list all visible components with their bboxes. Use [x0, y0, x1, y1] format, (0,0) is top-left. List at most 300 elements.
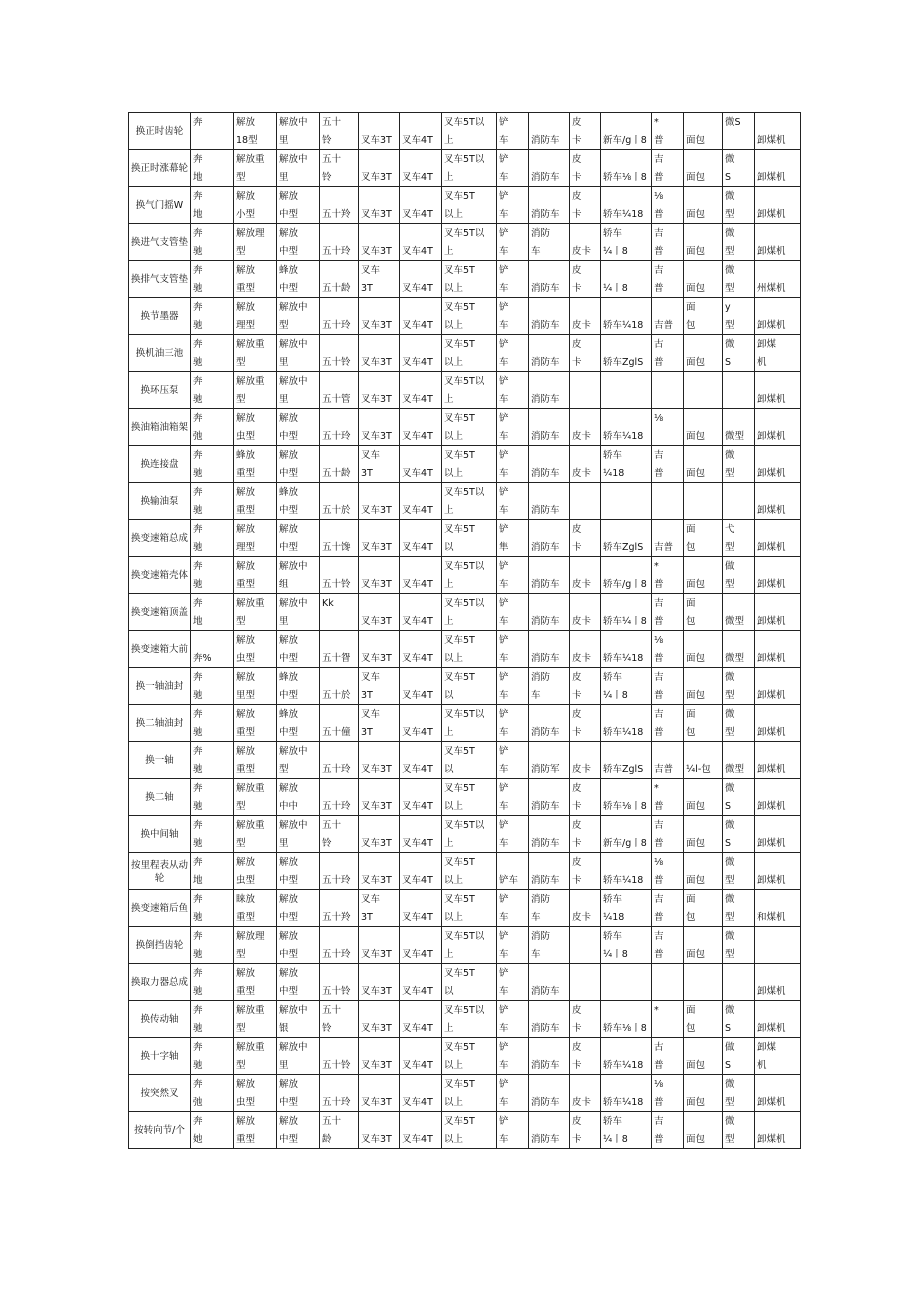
cell-line: 卡	[572, 357, 582, 368]
cell-line: 换倒挡齿轮	[135, 940, 184, 951]
cell-line: 中型	[279, 468, 299, 479]
table-row	[129, 446, 801, 483]
cell-line: 皮	[572, 709, 582, 720]
table-cell	[755, 779, 801, 816]
table-cell	[400, 409, 442, 446]
table-cell	[234, 298, 277, 335]
cell-line: 叉车4T	[402, 135, 433, 146]
cell-line: 上	[444, 394, 454, 405]
table-cell	[277, 964, 320, 1001]
cell-line: 解放中	[279, 302, 308, 313]
cell-line: 解放中	[279, 1042, 308, 1053]
cell-line: 以上	[444, 1060, 464, 1071]
table-cell	[234, 409, 277, 446]
cell-line: 奔	[193, 1079, 203, 1090]
cell-line: 吉	[654, 265, 664, 276]
table-cell	[497, 594, 529, 631]
item-name-cell	[129, 409, 191, 446]
cell-line: 机	[757, 1060, 767, 1071]
cell-line: 奔	[193, 672, 203, 683]
cell-line: 普	[654, 801, 664, 812]
cell-line: 解放	[236, 413, 256, 424]
item-name-cell	[129, 1112, 191, 1149]
table-cell	[359, 409, 400, 446]
table-cell	[320, 668, 359, 705]
table-cell	[277, 779, 320, 816]
cell-line: 轿车⅛丨8	[603, 801, 647, 812]
table-cell	[570, 1001, 601, 1038]
table-cell	[277, 298, 320, 335]
cell-line: 消防车	[531, 431, 560, 442]
table-cell	[570, 1038, 601, 1075]
cell-line: 驰	[193, 764, 203, 775]
cell-line: 卸煤机	[757, 690, 786, 701]
cell-line: 解放	[236, 709, 256, 720]
table-cell	[359, 668, 400, 705]
cell-line: 解放	[236, 117, 256, 128]
cell-line: 中型	[279, 542, 299, 553]
cell-line: 消防车	[531, 801, 560, 812]
table-cell	[359, 890, 400, 927]
cell-line: 车	[531, 246, 541, 257]
table-cell	[723, 705, 755, 742]
cell-line: 重型	[236, 986, 256, 997]
table-cell	[400, 520, 442, 557]
cell-line: 叉车3T	[361, 246, 392, 257]
cell-line: 五十龄	[322, 283, 351, 294]
cell-line: 车	[499, 394, 509, 405]
table-cell	[277, 483, 320, 520]
cell-line: 消防车	[531, 1023, 560, 1034]
table-cell	[755, 1001, 801, 1038]
table-cell	[442, 557, 497, 594]
cell-line: 重型	[236, 283, 256, 294]
cell-line: 卡	[572, 542, 582, 553]
cell-line: 型	[725, 1134, 735, 1145]
cell-line: ⅛	[654, 191, 664, 202]
table-cell	[755, 705, 801, 742]
table-row	[129, 483, 801, 520]
cell-line: 吉	[654, 820, 664, 831]
cell-line: 奔	[193, 746, 203, 757]
cell-line: 以上	[444, 209, 464, 220]
table-cell	[497, 927, 529, 964]
table-cell	[652, 668, 684, 705]
cell-line: 驰	[193, 912, 203, 923]
table-cell	[359, 520, 400, 557]
table-cell	[497, 261, 529, 298]
table-cell	[320, 1075, 359, 1112]
table-cell	[601, 187, 652, 224]
table-cell	[652, 483, 684, 520]
table-cell	[684, 298, 723, 335]
cell-line: 吉	[654, 154, 664, 165]
cell-line: 微型	[725, 764, 745, 775]
table-cell	[442, 520, 497, 557]
cell-line: 消防车	[531, 1060, 560, 1071]
cell-line: 上	[444, 172, 454, 183]
table-cell	[400, 668, 442, 705]
cell-line: 卸煤机	[757, 468, 786, 479]
table-cell	[400, 890, 442, 927]
cell-line: 奔	[193, 117, 203, 128]
table-cell	[320, 224, 359, 261]
cell-line: 解放	[279, 931, 299, 942]
table-cell	[755, 1112, 801, 1149]
table-cell	[684, 483, 723, 520]
table-row	[129, 372, 801, 409]
cell-line: 叉车3T	[361, 357, 392, 368]
table-cell	[723, 483, 755, 520]
cell-line: 里	[279, 394, 289, 405]
cell-line: ¼丨8	[603, 1134, 628, 1145]
cell-line: 车	[499, 431, 509, 442]
cell-line: 新车/g丨8	[603, 135, 647, 146]
table-cell	[652, 372, 684, 409]
table-cell	[191, 372, 234, 409]
cell-line: 换十字轴	[140, 1051, 179, 1062]
cell-line: 中型	[279, 431, 299, 442]
table-cell	[320, 261, 359, 298]
table-cell	[652, 335, 684, 372]
table-body	[129, 113, 801, 1149]
cell-line: 解放	[279, 1079, 299, 1090]
table-cell	[755, 1075, 801, 1112]
table-cell	[570, 150, 601, 187]
cell-line: 卸煤机	[757, 135, 786, 146]
cell-line: 上	[444, 1023, 454, 1034]
cell-line: 驰	[193, 246, 203, 257]
table-cell	[320, 705, 359, 742]
cell-line: 驰	[193, 986, 203, 997]
cell-line: 包	[686, 727, 696, 738]
cell-line: 按转向节/个	[134, 1125, 185, 1136]
cell-line: 卸煤机	[757, 801, 786, 812]
cell-line: 面包	[686, 172, 706, 183]
cell-line: 解放中	[279, 154, 308, 165]
table-cell	[320, 372, 359, 409]
cell-line: 消防车	[531, 838, 560, 849]
table-cell	[320, 150, 359, 187]
cell-line: 解放	[279, 450, 299, 461]
cell-line: 型	[236, 1060, 246, 1071]
table-cell	[684, 372, 723, 409]
cell-line: ⅛	[654, 857, 664, 868]
table-cell	[400, 446, 442, 483]
table-cell	[442, 742, 497, 779]
cell-line: 叉车4T	[402, 431, 433, 442]
cell-line: 中中	[279, 801, 299, 812]
table-cell	[400, 1112, 442, 1149]
cell-line: 普	[654, 246, 664, 257]
cell-line: 皮	[572, 857, 582, 868]
table-row	[129, 1112, 801, 1149]
table-cell	[497, 298, 529, 335]
cell-line: 轮	[154, 872, 165, 884]
cell-line: 解放重	[236, 339, 265, 350]
cell-line: 做	[725, 561, 735, 572]
cell-line: 理型	[236, 542, 256, 553]
table-cell	[320, 113, 359, 150]
table-cell	[723, 520, 755, 557]
table-cell	[400, 705, 442, 742]
cell-line: 包	[686, 1023, 696, 1034]
table-cell	[191, 1001, 234, 1038]
cell-line: 叉车4T	[402, 838, 433, 849]
cell-line: 车	[499, 209, 509, 220]
cell-line: 车	[499, 283, 509, 294]
table-cell	[359, 816, 400, 853]
cell-line: 州煤机	[757, 283, 786, 294]
cell-line: 换取力器总成	[131, 977, 189, 988]
cell-line: S	[725, 801, 732, 812]
cell-line: 以上	[444, 1134, 464, 1145]
table-cell	[529, 298, 570, 335]
cell-line: 叉车4T	[402, 1097, 433, 1108]
table-cell	[320, 816, 359, 853]
cell-line: 虫型	[236, 1097, 256, 1108]
item-name-cell	[129, 779, 191, 816]
cell-line: 五十	[322, 1116, 342, 1127]
table-cell	[400, 557, 442, 594]
table-cell	[755, 557, 801, 594]
table-row	[129, 187, 801, 224]
cell-line: 轿车	[603, 894, 623, 905]
table-cell	[497, 816, 529, 853]
table-cell	[497, 742, 529, 779]
cell-line: 以	[444, 986, 454, 997]
table-cell	[191, 668, 234, 705]
cell-line: 型	[725, 320, 735, 331]
cell-line: *	[654, 783, 659, 794]
cell-line: 组	[279, 579, 289, 590]
table-cell	[652, 261, 684, 298]
cell-line: 微	[725, 709, 735, 720]
table-cell	[497, 446, 529, 483]
table-cell	[529, 1001, 570, 1038]
table-row	[129, 964, 801, 1001]
cell-line: 皮卡	[572, 468, 592, 479]
cell-line: 消防	[531, 228, 551, 239]
table-cell	[234, 927, 277, 964]
cell-line: 叉车4T	[402, 875, 433, 886]
cell-line: 叉车5T以	[444, 598, 485, 609]
cell-line: 车	[499, 949, 509, 960]
cell-line: 皮	[572, 339, 582, 350]
cell-line: 换变速箱大前	[131, 644, 189, 655]
table-cell	[191, 261, 234, 298]
table-cell	[277, 335, 320, 372]
cell-line: 卸煤机	[757, 394, 786, 405]
cell-line: 重型	[236, 727, 256, 738]
table-cell	[359, 631, 400, 668]
cell-line: 叉车3T	[361, 1134, 392, 1145]
cell-line: 五十於	[322, 505, 351, 516]
table-cell	[652, 113, 684, 150]
table-cell	[442, 927, 497, 964]
cell-line: 蜂放	[279, 709, 299, 720]
cell-line: 叉车3T	[361, 1097, 392, 1108]
table-cell	[359, 446, 400, 483]
cell-line: 驰	[193, 394, 203, 405]
table-cell	[277, 631, 320, 668]
cell-line: 车	[499, 801, 509, 812]
table-cell	[684, 890, 723, 927]
cell-line: 五十眢	[322, 653, 351, 664]
cell-line: 车	[499, 838, 509, 849]
cell-line: 型	[725, 246, 735, 257]
cell-line: 换传动轴	[140, 1014, 179, 1025]
cell-line: 奔	[193, 820, 203, 831]
table-cell	[652, 1001, 684, 1038]
table-cell	[359, 298, 400, 335]
cell-line: 解放中	[279, 117, 308, 128]
table-cell	[234, 1001, 277, 1038]
table-cell	[277, 150, 320, 187]
cell-line: 叉车4T	[402, 320, 433, 331]
table-cell	[601, 594, 652, 631]
cell-line: 重型	[236, 912, 256, 923]
cell-line: 重型	[236, 468, 256, 479]
cell-line: 叉车5T	[444, 783, 475, 794]
item-name-cell	[129, 964, 191, 1001]
cell-line: 卡	[572, 690, 582, 701]
table-cell	[191, 779, 234, 816]
table-cell	[400, 298, 442, 335]
table-cell	[277, 742, 320, 779]
cell-line: 驰	[193, 690, 203, 701]
cell-line: 奔	[193, 376, 203, 387]
cell-line: 普	[654, 468, 664, 479]
cell-line: 驰	[193, 320, 203, 331]
table-cell	[570, 372, 601, 409]
cell-line: 奔	[193, 339, 203, 350]
table-cell	[400, 779, 442, 816]
table-cell	[277, 187, 320, 224]
cell-line: 叉车4T	[402, 505, 433, 516]
table-cell	[601, 261, 652, 298]
table-cell	[442, 853, 497, 890]
table-cell	[601, 705, 652, 742]
table-cell	[442, 1075, 497, 1112]
cell-line: 叉车5T	[444, 1079, 475, 1090]
cell-line: 叉车4T	[402, 283, 433, 294]
cell-line: 铲	[499, 783, 509, 794]
cell-line: 重型	[236, 1134, 256, 1145]
table-cell	[601, 483, 652, 520]
table-cell	[755, 890, 801, 927]
cell-line: 以上	[444, 653, 464, 664]
cell-line: 驰	[193, 283, 203, 294]
cell-line: 叉车3T	[361, 1023, 392, 1034]
cell-line: 车	[499, 727, 509, 738]
table-cell	[755, 631, 801, 668]
table-cell	[723, 1038, 755, 1075]
table-cell	[234, 1038, 277, 1075]
table-cell	[723, 113, 755, 150]
cell-line: 上	[444, 135, 454, 146]
table-row	[129, 890, 801, 927]
table-cell	[601, 335, 652, 372]
table-row	[129, 113, 801, 150]
table-cell	[570, 446, 601, 483]
table-cell	[723, 298, 755, 335]
table-cell	[442, 150, 497, 187]
table-cell	[570, 557, 601, 594]
cell-line: 叉车4T	[402, 1023, 433, 1034]
table-cell	[529, 631, 570, 668]
cell-line: 五十铃	[322, 579, 351, 590]
table-cell	[277, 409, 320, 446]
table-cell	[277, 1001, 320, 1038]
table-row	[129, 742, 801, 779]
cell-line: 轿车	[603, 1116, 623, 1127]
cell-line: 叉车3T	[361, 986, 392, 997]
table-cell	[652, 779, 684, 816]
cell-line: 卡	[572, 172, 582, 183]
table-row	[129, 150, 801, 187]
table-cell	[601, 298, 652, 335]
cell-line: 消防车	[531, 875, 560, 886]
table-row	[129, 927, 801, 964]
table-cell	[277, 1038, 320, 1075]
cell-line: 面包	[686, 431, 706, 442]
table-cell	[191, 1112, 234, 1149]
cell-line: 换一轴	[145, 755, 174, 766]
table-cell	[442, 594, 497, 631]
cell-line: 中型	[279, 209, 299, 220]
cell-line: 轿车⅛丨8	[603, 1023, 647, 1034]
cell-line: 地	[193, 172, 203, 183]
cell-line: 解放	[236, 265, 256, 276]
table-cell	[570, 779, 601, 816]
cell-line: 微	[725, 339, 735, 350]
table-cell	[191, 409, 234, 446]
table-cell	[320, 520, 359, 557]
cell-line: 3T	[361, 283, 373, 294]
cell-line: 普	[654, 653, 664, 664]
cell-line: 微型	[725, 616, 745, 627]
cell-line: 换变速箱总成	[131, 533, 189, 544]
table-cell	[234, 1075, 277, 1112]
cell-line: 消防	[531, 894, 551, 905]
cell-line: 叉车3T	[361, 431, 392, 442]
table-row	[129, 409, 801, 446]
cell-line: 按突然叉	[140, 1088, 179, 1099]
cell-line: 卸煤机	[757, 246, 786, 257]
cell-line: 铃	[322, 135, 332, 146]
table-cell	[652, 557, 684, 594]
cell-line: 解放	[236, 1079, 256, 1090]
cell-line: 消防车	[531, 986, 560, 997]
table-cell	[652, 816, 684, 853]
table-cell	[601, 372, 652, 409]
cell-line: 驰	[193, 949, 203, 960]
cell-line: 换正时齿轮	[135, 126, 184, 137]
cell-line: 中型	[279, 283, 299, 294]
cell-line: 五十僮	[322, 727, 351, 738]
cell-line: 叉车5T	[444, 635, 475, 646]
cell-line: 面包	[686, 1060, 706, 1071]
cell-line: 消防车	[531, 1097, 560, 1108]
table-cell	[601, 853, 652, 890]
cell-line: 型	[725, 949, 735, 960]
cell-line: 卡	[572, 801, 582, 812]
cell-line: 中型	[279, 246, 299, 257]
cell-line: 面包	[686, 653, 706, 664]
table-cell	[570, 890, 601, 927]
cell-line: 解放	[279, 524, 299, 535]
